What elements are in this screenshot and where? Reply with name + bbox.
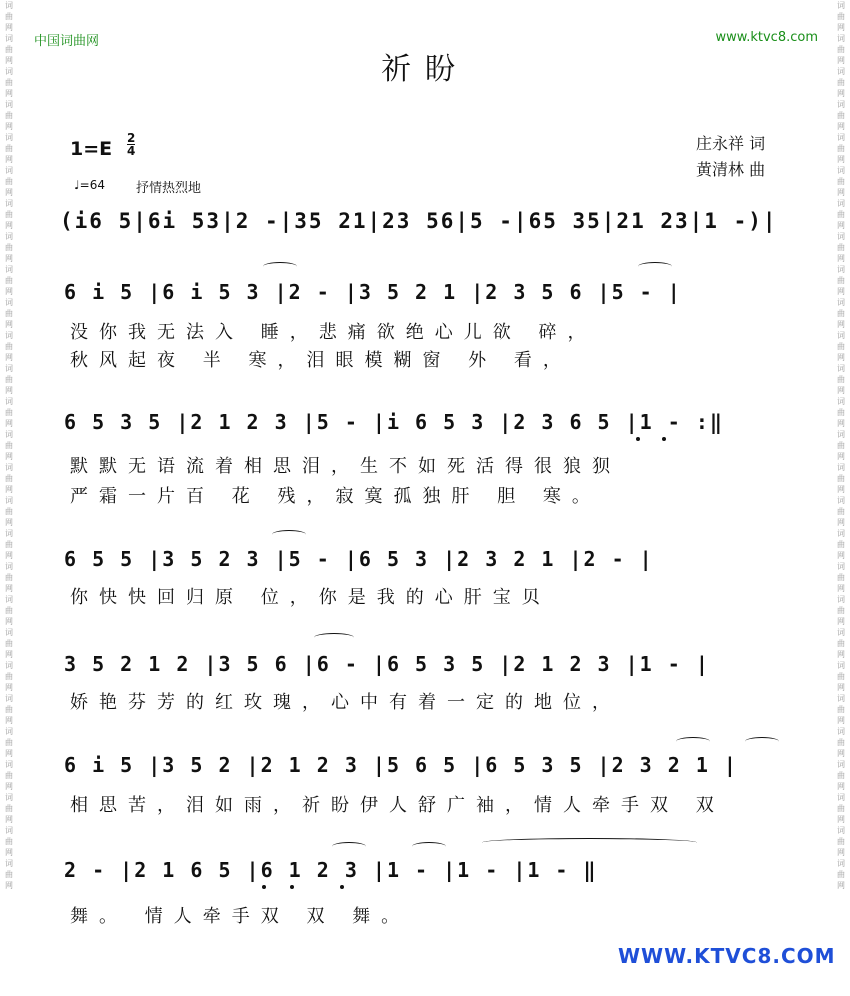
row1-lyrics-verse1: 没你我无法入 睡，悲痛欲绝心儿欲 碎， [70,322,597,343]
row6-lyrics: 舞。 情人牵手双 双 舞。 [70,906,411,927]
tie-mark [482,838,697,847]
row3-lyrics: 你快快回归原 位，你是我的心肝宝贝 [70,587,551,608]
slur-mark [412,842,446,851]
site-logo[interactable]: WWW.KTVC8.COM [618,944,836,968]
octave-dot [340,885,344,889]
slur-mark [332,842,366,851]
row2-notes: 6 5 3 5 |2 1 2 3 |5 - |i 6 5 3 |2 3 6 5 |1 - :‖ [64,410,724,434]
slur-mark [314,633,354,642]
side-watermark-left: 词曲网词曲网词曲网词曲网词曲网词曲网词曲网词曲网词曲网词曲网词曲网词曲网词曲网词曲网词曲网词曲网词曲网词曲网词曲网词曲网词曲网词曲网词曲网词曲网词曲网词曲网词曲网 [5,1,13,890]
expression-marking: 抒情热烈地 [136,181,202,196]
row2-lyrics-verse1: 默默无语流着相思泪，生不如死活得很狼狈 [70,456,621,477]
row5-lyrics: 相思苦，泪如雨，祈盼伊人舒广袖，情人牵手双 双 [70,795,725,816]
row1-lyrics-verse2: 秋风起夜 半 寒，泪眼模糊窗 外 看， [70,350,572,371]
side-watermark-right: 词曲网词曲网词曲网词曲网词曲网词曲网词曲网词曲网词曲网词曲网词曲网词曲网词曲网词曲网词曲网词曲网词曲网词曲网词曲网词曲网词曲网词曲网词曲网词曲网词曲网词曲网词曲网 [837,1,845,890]
row4-lyrics: 娇艳芬芳的红玫瑰，心中有着一定的地位， [70,692,621,713]
octave-dot [636,437,640,441]
row2-lyrics-verse2: 严霜一片百 花 残，寂寞孤独肝 胆 寒。 [70,486,601,507]
octave-dot [262,885,266,889]
lyricist-credit: 庄永祥 词 [696,134,766,153]
key-signature: 1=E [70,138,113,160]
meter-bottom: 4 [127,144,136,158]
slur-mark [263,262,297,271]
octave-dot [290,885,294,889]
octave-dot [662,437,666,441]
row4-notes: 3 5 2 1 2 |3 5 6 |6 - |6 5 3 5 |2 1 2 3 |1 - | [64,652,710,676]
row3-notes: 6 5 5 |3 5 2 3 |5 - |6 5 3 |2 3 2 1 |2 - | [64,547,654,571]
site-name[interactable]: 中国词曲网 [34,34,100,49]
row6-notes: 2 - |2 1 6 5 |6 1 2 3 |1 - |1 - |1 - ‖ [64,858,598,882]
slur-mark [745,737,779,746]
row1-notes: 6 i 5 |6 i 5 3 |2 - |3 5 2 1 |2 3 5 6 |5 - | [64,280,682,304]
composer-credit: 黄清林 曲 [696,160,766,179]
time-signature [127,132,135,157]
tempo-marking: ♩=64 [74,178,105,192]
slur-mark [676,737,710,746]
slur-mark [272,530,306,539]
song-title: 祈盼 [381,52,469,87]
row5-notes: 6 i 5 |3 5 2 |2 1 2 3 |5 6 5 |6 5 3 5 |2 3 2 1 | [64,753,738,777]
meter-top: 2 [127,131,136,145]
site-url[interactable]: www.ktvc8.com [715,30,818,45]
intro-notes: (i6 5|6i 53|2 -|35 21|23 56|5 -|65 35|21 23|1 -)| [60,209,778,233]
slur-mark [638,262,672,271]
